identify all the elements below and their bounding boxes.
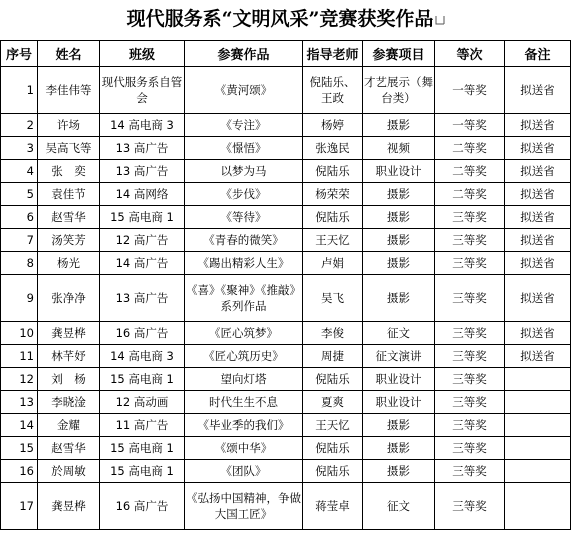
remark: 拟送省 (505, 252, 571, 275)
student-name: 李佳伟等 (38, 67, 100, 114)
header-cell: 指导老师 (303, 41, 363, 67)
student-name: 张 奕 (38, 160, 100, 183)
row-number: 10 (1, 322, 38, 345)
header-cell: 姓名 (38, 41, 100, 67)
row-number: 6 (1, 206, 38, 229)
award-level: 三等奖 (435, 252, 505, 275)
entry-title: 《等待》 (185, 206, 303, 229)
award-level: 一等奖 (435, 67, 505, 114)
header-cell: 备注 (505, 41, 571, 67)
student-name: 金耀 (38, 414, 100, 437)
remark (505, 483, 571, 530)
table-row (1, 414, 571, 437)
award-level: 三等奖 (435, 275, 505, 322)
advisor: 倪陆乐 (303, 206, 363, 229)
row-number: 15 (1, 437, 38, 460)
award-level: 三等奖 (435, 345, 505, 368)
header-cell: 等次 (435, 41, 505, 67)
event-category: 摄影 (363, 275, 435, 322)
advisor: 卢娟 (303, 252, 363, 275)
event-category: 才艺展示（舞台类） (363, 67, 435, 114)
row-number: 2 (1, 114, 38, 137)
header-cell: 序号 (1, 41, 38, 67)
header-cell: 班级 (100, 41, 185, 67)
entry-title: 《踢出精彩人生》 (185, 252, 303, 275)
remark: 拟送省 (505, 183, 571, 206)
advisor: 周捷 (303, 345, 363, 368)
row-number: 14 (1, 414, 38, 437)
entry-title: 《匠心筑梦》 (185, 322, 303, 345)
entry-title: 《专注》 (185, 114, 303, 137)
awards-table (0, 40, 571, 530)
student-name: 杨光 (38, 252, 100, 275)
student-name: 袁佳节 (38, 183, 100, 206)
row-number: 11 (1, 345, 38, 368)
table-row (1, 137, 571, 160)
remark: 拟送省 (505, 67, 571, 114)
row-number: 7 (1, 229, 38, 252)
anchor-mark-icon (435, 15, 445, 25)
remark: 拟送省 (505, 114, 571, 137)
student-name: 龚昱桦 (38, 483, 100, 530)
entry-title: 《弘扬中国精神，争做大国工匠》 (185, 483, 303, 530)
event-category: 摄影 (363, 460, 435, 483)
award-level: 三等奖 (435, 391, 505, 414)
row-number: 17 (1, 483, 38, 530)
advisor: 倪陆乐 (303, 368, 363, 391)
row-number: 9 (1, 275, 38, 322)
event-category: 摄影 (363, 252, 435, 275)
entry-title: 《憬悟》 (185, 137, 303, 160)
entry-title: 《步伐》 (185, 183, 303, 206)
table-row (1, 460, 571, 483)
student-name: 赵雪华 (38, 437, 100, 460)
event-category: 摄影 (363, 437, 435, 460)
advisor: 夏爽 (303, 391, 363, 414)
table-row (1, 160, 571, 183)
entry-title: 时代生生不息 (185, 391, 303, 414)
advisor: 王天忆 (303, 414, 363, 437)
header-cell: 参赛项目 (363, 41, 435, 67)
class-name: 15 高电商 1 (100, 368, 185, 391)
document-title (0, 2, 572, 36)
award-level: 三等奖 (435, 437, 505, 460)
row-number: 8 (1, 252, 38, 275)
row-number: 3 (1, 137, 38, 160)
event-category: 摄影 (363, 114, 435, 137)
event-category: 职业设计 (363, 368, 435, 391)
class-name: 15 高电商 1 (100, 206, 185, 229)
event-category: 摄影 (363, 206, 435, 229)
table-row (1, 345, 571, 368)
entry-title: 《喜》《聚神》《推敲》系列作品 (185, 275, 303, 322)
class-name: 12 高动画 (100, 391, 185, 414)
entry-title: 《匠心筑历史》 (185, 345, 303, 368)
class-name: 16 高广告 (100, 483, 185, 530)
advisor: 蒋莹卓 (303, 483, 363, 530)
student-name: 龚昱桦 (38, 322, 100, 345)
student-name: 於周敏 (38, 460, 100, 483)
event-category: 视频 (363, 137, 435, 160)
entry-title: 望向灯塔 (185, 368, 303, 391)
table-row (1, 275, 571, 322)
advisor: 倪陆乐 (303, 437, 363, 460)
class-name: 13 高广告 (100, 160, 185, 183)
award-level: 三等奖 (435, 414, 505, 437)
row-number: 5 (1, 183, 38, 206)
remark: 拟送省 (505, 206, 571, 229)
remark (505, 414, 571, 437)
entry-title: 《黄河颂》 (185, 67, 303, 114)
row-number: 1 (1, 67, 38, 114)
table-row (1, 391, 571, 414)
table-row (1, 229, 571, 252)
document-title-text: 现代服务系“文明风采”竞赛获奖作品 (126, 8, 434, 30)
student-name: 吴高飞等 (38, 137, 100, 160)
table-row (1, 322, 571, 345)
award-level: 二等奖 (435, 160, 505, 183)
advisor: 倪陆乐 (303, 460, 363, 483)
table-row (1, 483, 571, 530)
entry-title: 《团队》 (185, 460, 303, 483)
class-name: 现代服务系自管会 (100, 67, 185, 114)
table-row (1, 368, 571, 391)
row-number: 13 (1, 391, 38, 414)
table-row (1, 67, 571, 114)
class-name: 16 高广告 (100, 322, 185, 345)
award-level: 三等奖 (435, 206, 505, 229)
row-number: 16 (1, 460, 38, 483)
student-name: 赵雪华 (38, 206, 100, 229)
award-level: 三等奖 (435, 322, 505, 345)
remark: 拟送省 (505, 137, 571, 160)
table-row (1, 114, 571, 137)
advisor: 李俊 (303, 322, 363, 345)
remark: 拟送省 (505, 275, 571, 322)
table-row (1, 437, 571, 460)
advisor: 倪陆乐、王政 (303, 67, 363, 114)
table-row (1, 252, 571, 275)
class-name: 14 高电商 3 (100, 345, 185, 368)
award-level: 三等奖 (435, 460, 505, 483)
entry-title: 《青春的微笑》 (185, 229, 303, 252)
student-name: 汤笑芳 (38, 229, 100, 252)
advisor: 杨荣荣 (303, 183, 363, 206)
event-category: 征文演讲 (363, 345, 435, 368)
row-number: 4 (1, 160, 38, 183)
entry-title: 以梦为马 (185, 160, 303, 183)
event-category: 摄影 (363, 414, 435, 437)
event-category: 职业设计 (363, 160, 435, 183)
student-name: 林芊妤 (38, 345, 100, 368)
class-name: 13 高广告 (100, 137, 185, 160)
remark (505, 368, 571, 391)
remark: 拟送省 (505, 160, 571, 183)
entry-title: 《颂中华》 (185, 437, 303, 460)
advisor: 张逸民 (303, 137, 363, 160)
student-name: 张净净 (38, 275, 100, 322)
student-name: 许场 (38, 114, 100, 137)
remark (505, 391, 571, 414)
remark (505, 437, 571, 460)
class-name: 14 高广告 (100, 252, 185, 275)
remark: 拟送省 (505, 229, 571, 252)
class-name: 14 高电商 3 (100, 114, 185, 137)
class-name: 15 高电商 1 (100, 437, 185, 460)
class-name: 11 高广告 (100, 414, 185, 437)
class-name: 15 高电商 1 (100, 460, 185, 483)
remark (505, 460, 571, 483)
student-name: 刘 杨 (38, 368, 100, 391)
remark: 拟送省 (505, 322, 571, 345)
advisor: 王天忆 (303, 229, 363, 252)
event-category: 职业设计 (363, 391, 435, 414)
remark: 拟送省 (505, 345, 571, 368)
award-level: 二等奖 (435, 183, 505, 206)
event-category: 征文 (363, 322, 435, 345)
event-category: 摄影 (363, 229, 435, 252)
table-row (1, 206, 571, 229)
row-number: 12 (1, 368, 38, 391)
class-name: 13 高广告 (100, 275, 185, 322)
award-level: 三等奖 (435, 229, 505, 252)
entry-title: 《毕业季的我们》 (185, 414, 303, 437)
award-level: 二等奖 (435, 137, 505, 160)
table-row (1, 183, 571, 206)
header-row (1, 41, 571, 67)
event-category: 征文 (363, 483, 435, 530)
class-name: 12 高广告 (100, 229, 185, 252)
award-level: 一等奖 (435, 114, 505, 137)
award-level: 三等奖 (435, 483, 505, 530)
award-level: 三等奖 (435, 368, 505, 391)
advisor: 杨婷 (303, 114, 363, 137)
student-name: 李晓淦 (38, 391, 100, 414)
class-name: 14 高网络 (100, 183, 185, 206)
advisor: 倪陆乐 (303, 160, 363, 183)
awards-table-body (1, 67, 571, 530)
event-category: 摄影 (363, 183, 435, 206)
advisor: 吴飞 (303, 275, 363, 322)
header-cell: 参赛作品 (185, 41, 303, 67)
